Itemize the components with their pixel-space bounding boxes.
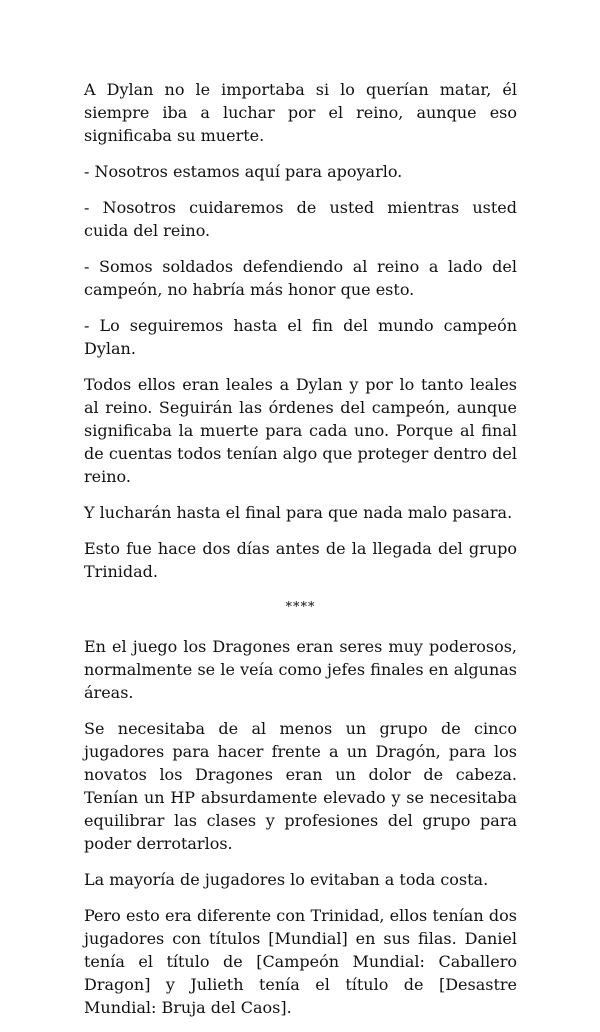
- book-page: [84, 78, 517, 1032]
- section-separator: ****: [285, 600, 316, 615]
- dialogue-line: - Somos soldados defendiendo al reino a lado del campeón, no habría más honor que esto.: [84, 257, 517, 299]
- paragraph: En el juego los Dragones eran seres muy poderosos, normalmente se le veía como jefes finales en algunas áreas.: [84, 637, 517, 702]
- paragraph: Se necesitaba de al menos un grupo de cinco jugadores para hacer frente a un Dragón, para los novatos los Dragones eran un dolor de cabeza. Tenían un HP absurdamente elevado y se necesitaba equilibrar las clases y profesiones del grupo para poder derrotarlos.: [84, 719, 517, 853]
- paragraph: Pero esto era diferente con Trinidad, ellos tenían dos jugadores con títulos [Mundial] en sus filas. Daniel tenía el título de [Campeón Mundial: Caballero Dragon] y Julieth tenía el título de [Desastre Mundial: Bruja del Caos].: [84, 906, 517, 1017]
- paragraph: Y lucharán hasta el final para que nada malo pasara.: [84, 503, 513, 522]
- paragraph: Todos ellos eran leales a Dylan y por lo tanto leales al reino. Seguirán las órdenes del campeón, aunque significaba la muerte para cada uno. Porque al final de cuentas todos tenían algo que proteger dentro del reino.: [84, 375, 517, 486]
- paragraph: A Dylan no le importaba si lo querían matar, él siempre iba a luchar por el reino, aunque eso significaba su muerte.: [84, 80, 517, 145]
- dialogue-line: - Lo seguiremos hasta el fin del mundo campeón Dylan.: [84, 316, 517, 358]
- dialogue-line: - Nosotros cuidaremos de usted mientras usted cuida del reino.: [84, 198, 517, 240]
- paragraph: Esto fue hace dos días antes de la llegada del grupo Trinidad.: [84, 539, 517, 581]
- paragraph: La mayoría de jugadores lo evitaban a toda costa.: [84, 870, 489, 889]
- dialogue-line: - Nosotros estamos aquí para apoyarlo.: [84, 162, 403, 181]
